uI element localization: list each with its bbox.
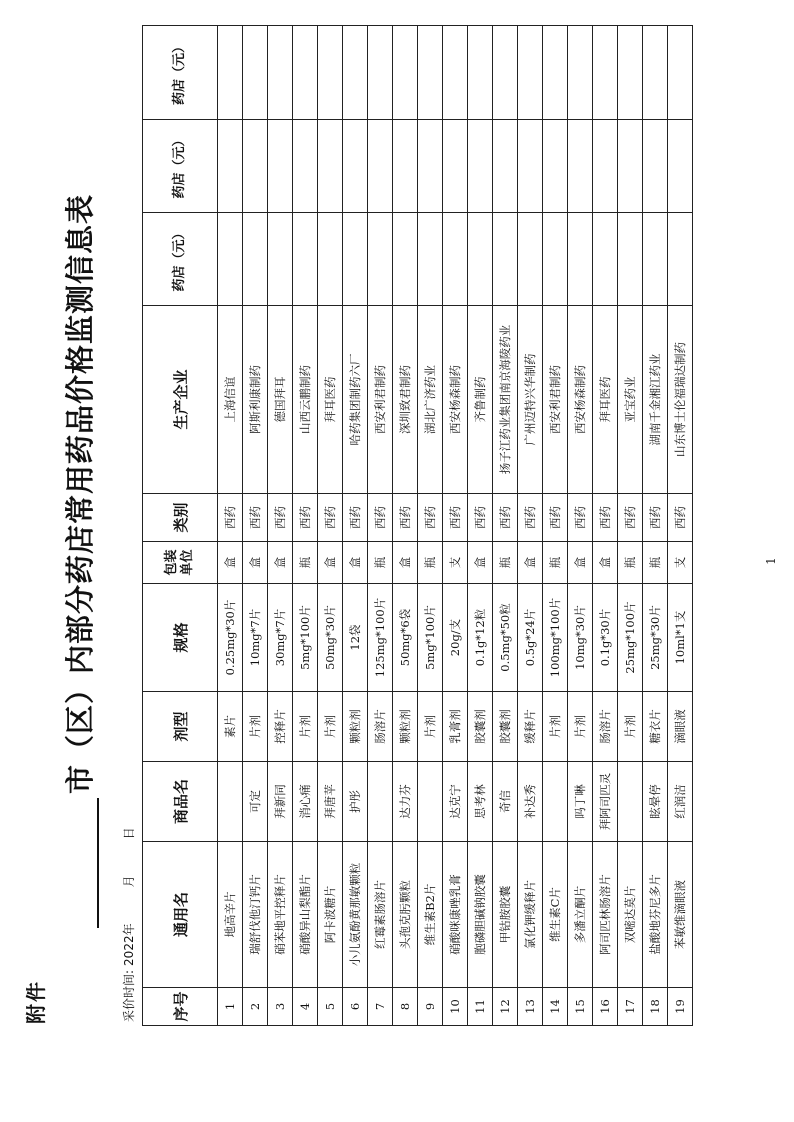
cell-dosage-form: 胶囊剂 <box>493 692 518 762</box>
cell-store-price <box>493 213 518 306</box>
cell-store-price <box>468 213 493 306</box>
cell-store-price <box>618 26 643 120</box>
cell-index: 6 <box>343 988 368 1026</box>
cell-store-price <box>418 26 443 120</box>
cell-store-price <box>343 26 368 120</box>
collect-time-label: 采价时间: <box>122 969 136 1022</box>
header-store-price-2: 药店（元） <box>143 120 218 213</box>
cell-package-unit: 瓶 <box>293 542 318 584</box>
cell-store-price <box>293 120 318 213</box>
cell-store-price <box>618 120 643 213</box>
cell-package-unit: 盒 <box>393 542 418 584</box>
cell-store-price <box>243 26 268 120</box>
cell-brand-name: 思考林 <box>468 762 493 842</box>
cell-store-price <box>668 26 693 120</box>
cell-store-price <box>368 26 393 120</box>
cell-store-price <box>218 120 243 213</box>
cell-store-price <box>443 213 468 306</box>
cell-generic-name: 甲钴胺胶囊 <box>493 842 518 988</box>
cell-manufacturer: 山西云鹏制药 <box>293 306 318 494</box>
cell-dosage-form: 片剂 <box>543 692 568 762</box>
cell-package-unit: 瓶 <box>493 542 518 584</box>
cell-spec: 10mg*7片 <box>243 584 268 692</box>
cell-store-price <box>493 120 518 213</box>
cell-store-price <box>568 26 593 120</box>
cell-package-unit: 盒 <box>568 542 593 584</box>
cell-store-price <box>318 120 343 213</box>
cell-manufacturer: 湖南千金湘江药业 <box>643 306 668 494</box>
cell-category: 西药 <box>318 494 343 542</box>
cell-spec: 0.1g*30片 <box>593 584 618 692</box>
cell-category: 西药 <box>518 494 543 542</box>
cell-brand-name: 红润洁 <box>668 762 693 842</box>
cell-spec: 0.25mg*30片 <box>218 584 243 692</box>
cell-store-price <box>618 213 643 306</box>
collect-time-month: 月 <box>122 875 136 888</box>
cell-category: 西药 <box>668 494 693 542</box>
cell-generic-name: 双嘧达莫片 <box>618 842 643 988</box>
cell-store-price <box>543 120 568 213</box>
cell-store-price <box>393 120 418 213</box>
cell-manufacturer: 山东博士伦福瑞达制药 <box>668 306 693 494</box>
cell-spec: 5mg*100片 <box>418 584 443 692</box>
cell-store-price <box>543 26 568 120</box>
cell-dosage-form: 片剂 <box>243 692 268 762</box>
cell-store-price <box>593 213 618 306</box>
cell-index: 7 <box>368 988 393 1026</box>
cell-index: 15 <box>568 988 593 1026</box>
cell-generic-name: 胞磷胆碱钠胶囊 <box>468 842 493 988</box>
cell-manufacturer: 拜耳医药 <box>593 306 618 494</box>
cell-brand-name <box>418 762 443 842</box>
cell-brand-name: 可定 <box>243 762 268 842</box>
cell-index: 14 <box>543 988 568 1026</box>
cell-generic-name: 硝酸咪康唑乳膏 <box>443 842 468 988</box>
cell-store-price <box>268 120 293 213</box>
cell-spec: 25mg*30片 <box>643 584 668 692</box>
cell-brand-name: 眩晕停 <box>643 762 668 842</box>
city-blank-line <box>69 798 99 928</box>
cell-dosage-form: 肠溶片 <box>593 692 618 762</box>
cell-generic-name: 硝酸异山梨酯片 <box>293 842 318 988</box>
price-table <box>142 25 693 1026</box>
cell-dosage-form: 片剂 <box>618 692 643 762</box>
cell-store-price <box>518 213 543 306</box>
cell-generic-name: 硝苯地平控释片 <box>268 842 293 988</box>
cell-generic-name: 红霉素肠溶片 <box>368 842 393 988</box>
cell-category: 西药 <box>218 494 243 542</box>
cell-store-price <box>518 26 543 120</box>
cell-category: 西药 <box>593 494 618 542</box>
page-number: 1 <box>764 557 778 565</box>
table-row <box>568 26 593 1026</box>
cell-package-unit: 瓶 <box>618 542 643 584</box>
cell-spec: 0.1g*12粒 <box>468 584 493 692</box>
cell-index: 16 <box>593 988 618 1026</box>
cell-category: 西药 <box>618 494 643 542</box>
cell-store-price <box>543 213 568 306</box>
table-row <box>468 26 493 1026</box>
cell-package-unit: 盒 <box>343 542 368 584</box>
cell-category: 西药 <box>418 494 443 542</box>
header-category: 类别 <box>143 494 218 542</box>
cell-generic-name: 多潘立酮片 <box>568 842 593 988</box>
cell-store-price <box>643 213 668 306</box>
cell-index: 8 <box>393 988 418 1026</box>
cell-store-price <box>218 213 243 306</box>
cell-store-price <box>568 213 593 306</box>
cell-brand-name: 达力芬 <box>393 762 418 842</box>
cell-store-price <box>418 213 443 306</box>
cell-store-price <box>393 213 418 306</box>
table-row <box>543 26 568 1026</box>
cell-manufacturer: 西安杨森制药 <box>568 306 593 494</box>
cell-manufacturer: 亚宝药业 <box>618 306 643 494</box>
cell-spec: 100mg*100片 <box>543 584 568 692</box>
header-dosage-form: 剂型 <box>143 692 218 762</box>
header-generic-name: 通用名 <box>143 842 218 988</box>
cell-package-unit: 瓶 <box>643 542 668 584</box>
cell-package-unit: 支 <box>668 542 693 584</box>
cell-category: 西药 <box>368 494 393 542</box>
cell-index: 13 <box>518 988 543 1026</box>
header-index: 序号 <box>143 988 218 1026</box>
cell-category: 西药 <box>268 494 293 542</box>
table-row <box>643 26 668 1026</box>
cell-store-price <box>343 213 368 306</box>
header-brand-name: 商品名 <box>143 762 218 842</box>
cell-package-unit: 瓶 <box>368 542 393 584</box>
cell-store-price <box>343 120 368 213</box>
cell-spec: 12袋 <box>343 584 368 692</box>
table-header-row <box>143 26 218 1026</box>
cell-spec: 125mg*100片 <box>368 584 393 692</box>
cell-dosage-form: 控释片 <box>268 692 293 762</box>
cell-index: 2 <box>243 988 268 1026</box>
cell-brand-name <box>218 762 243 842</box>
cell-category: 西药 <box>443 494 468 542</box>
cell-store-price <box>493 26 518 120</box>
cell-generic-name: 维生素C片 <box>543 842 568 988</box>
table-row <box>668 26 693 1026</box>
table-row <box>518 26 543 1026</box>
cell-package-unit: 盒 <box>468 542 493 584</box>
cell-index: 17 <box>618 988 643 1026</box>
table-row <box>443 26 468 1026</box>
cell-store-price <box>318 26 343 120</box>
table-row <box>343 26 368 1026</box>
cell-generic-name: 维生素B2片 <box>418 842 443 988</box>
cell-dosage-form: 颗粒剂 <box>393 692 418 762</box>
header-store-price-1: 药店（元） <box>143 213 218 306</box>
cell-brand-name: 吗丁啉 <box>568 762 593 842</box>
table-row <box>618 26 643 1026</box>
cell-dosage-form: 颗粒剂 <box>343 692 368 762</box>
cell-brand-name: 拜唐苹 <box>318 762 343 842</box>
cell-brand-name: 拜阿司匹灵 <box>593 762 618 842</box>
collect-time <box>120 823 137 1022</box>
cell-generic-name: 氯化钾缓释片 <box>518 842 543 988</box>
cell-store-price <box>293 26 318 120</box>
cell-store-price <box>468 26 493 120</box>
collect-time-day: 日 <box>122 827 136 840</box>
cell-store-price <box>643 120 668 213</box>
cell-category: 西药 <box>293 494 318 542</box>
cell-generic-name: 头孢克肟颗粒 <box>393 842 418 988</box>
cell-spec: 50mg*30片 <box>318 584 343 692</box>
cell-package-unit: 盒 <box>243 542 268 584</box>
cell-manufacturer: 上海信谊 <box>218 306 243 494</box>
cell-dosage-form: 糖衣片 <box>643 692 668 762</box>
cell-manufacturer: 广州迈特兴华制药 <box>518 306 543 494</box>
cell-index: 9 <box>418 988 443 1026</box>
header-manufacturer: 生产企业 <box>143 306 218 494</box>
cell-spec: 30mg*7片 <box>268 584 293 692</box>
cell-package-unit: 支 <box>443 542 468 584</box>
cell-category: 西药 <box>493 494 518 542</box>
cell-generic-name: 阿司匹林肠溶片 <box>593 842 618 988</box>
cell-store-price <box>668 213 693 306</box>
cell-package-unit: 瓶 <box>418 542 443 584</box>
table-row <box>493 26 518 1026</box>
cell-dosage-form: 片剂 <box>293 692 318 762</box>
cell-index: 11 <box>468 988 493 1026</box>
cell-store-price <box>443 26 468 120</box>
cell-category: 西药 <box>643 494 668 542</box>
table-row <box>318 26 343 1026</box>
cell-brand-name: 拜新同 <box>268 762 293 842</box>
cell-store-price <box>318 213 343 306</box>
cell-store-price <box>243 213 268 306</box>
cell-manufacturer: 西安利君制药 <box>543 306 568 494</box>
cell-brand-name: 护彤 <box>343 762 368 842</box>
cell-brand-name <box>618 762 643 842</box>
cell-store-price <box>243 120 268 213</box>
table-row <box>368 26 393 1026</box>
cell-spec: 20g/支 <box>443 584 468 692</box>
table-row <box>393 26 418 1026</box>
cell-manufacturer: 深圳致君制药 <box>393 306 418 494</box>
cell-manufacturer: 哈药集团制药六厂 <box>343 306 368 494</box>
cell-store-price <box>593 26 618 120</box>
cell-generic-name: 盐酸地芬尼多片 <box>643 842 668 988</box>
cell-package-unit: 盒 <box>318 542 343 584</box>
cell-category: 西药 <box>543 494 568 542</box>
table-row <box>243 26 268 1026</box>
cell-package-unit: 盒 <box>518 542 543 584</box>
cell-package-unit: 盒 <box>593 542 618 584</box>
cell-brand-name: 补达秀 <box>518 762 543 842</box>
cell-dosage-form: 乳膏剂 <box>443 692 468 762</box>
cell-store-price <box>593 120 618 213</box>
cell-manufacturer: 西安利君制药 <box>368 306 393 494</box>
cell-dosage-form: 滴眼液 <box>668 692 693 762</box>
cell-index: 5 <box>318 988 343 1026</box>
cell-spec: 0.5g*24片 <box>518 584 543 692</box>
cell-generic-name: 瑞舒伐他汀钙片 <box>243 842 268 988</box>
table-row <box>268 26 293 1026</box>
cell-brand-name: 达克宁 <box>443 762 468 842</box>
cell-manufacturer: 拜耳医药 <box>318 306 343 494</box>
header-package-unit: 包装单位 <box>143 542 218 584</box>
cell-store-price <box>418 120 443 213</box>
cell-manufacturer: 扬子江药业集团南京海陵药业 <box>493 306 518 494</box>
table-row <box>593 26 618 1026</box>
cell-generic-name: 阿卡波糖片 <box>318 842 343 988</box>
cell-brand-name <box>368 762 393 842</box>
table-row <box>293 26 318 1026</box>
cell-store-price <box>518 120 543 213</box>
cell-dosage-form: 缓释片 <box>518 692 543 762</box>
table-row <box>418 26 443 1026</box>
cell-category: 西药 <box>568 494 593 542</box>
cell-index: 3 <box>268 988 293 1026</box>
cell-index: 1 <box>218 988 243 1026</box>
cell-spec: 25mg*100片 <box>618 584 643 692</box>
cell-brand-name: 奇信 <box>493 762 518 842</box>
cell-manufacturer: 德国拜耳 <box>268 306 293 494</box>
cell-spec: 10mg*30片 <box>568 584 593 692</box>
cell-store-price <box>268 26 293 120</box>
cell-dosage-form: 肠溶片 <box>368 692 393 762</box>
header-spec: 规格 <box>143 584 218 692</box>
cell-generic-name: 小儿氨酚黄那敏颗粒 <box>343 842 368 988</box>
cell-category: 西药 <box>393 494 418 542</box>
cell-index: 12 <box>493 988 518 1026</box>
cell-index: 4 <box>293 988 318 1026</box>
cell-manufacturer: 阿斯利康制药 <box>243 306 268 494</box>
cell-store-price <box>218 26 243 120</box>
cell-category: 西药 <box>343 494 368 542</box>
cell-generic-name: 苯敏维滴眼液 <box>668 842 693 988</box>
cell-manufacturer: 齐鲁制药 <box>468 306 493 494</box>
cell-spec: 5mg*100片 <box>293 584 318 692</box>
cell-category: 西药 <box>243 494 268 542</box>
cell-spec: 0.5mg*50粒 <box>493 584 518 692</box>
collect-time-year: 2022年 <box>122 923 136 966</box>
cell-manufacturer: 湖北广济药业 <box>418 306 443 494</box>
cell-store-price <box>368 213 393 306</box>
cell-store-price <box>268 213 293 306</box>
cell-package-unit: 瓶 <box>543 542 568 584</box>
table-row <box>218 26 243 1026</box>
cell-dosage-form: 片剂 <box>418 692 443 762</box>
cell-dosage-form: 胶囊剂 <box>468 692 493 762</box>
cell-package-unit: 盒 <box>218 542 243 584</box>
cell-store-price <box>368 120 393 213</box>
cell-spec: 10ml*1支 <box>668 584 693 692</box>
cell-spec: 50mg*6袋 <box>393 584 418 692</box>
cell-store-price <box>668 120 693 213</box>
cell-store-price <box>443 120 468 213</box>
cell-store-price <box>293 213 318 306</box>
cell-store-price <box>568 120 593 213</box>
cell-store-price <box>643 26 668 120</box>
attachment-label: 附件 <box>24 980 48 1024</box>
cell-brand-name: 消心痛 <box>293 762 318 842</box>
cell-index: 10 <box>443 988 468 1026</box>
cell-store-price <box>468 120 493 213</box>
cell-index: 19 <box>668 988 693 1026</box>
cell-generic-name: 地高辛片 <box>218 842 243 988</box>
cell-category: 西药 <box>468 494 493 542</box>
cell-dosage-form: 素片 <box>218 692 243 762</box>
cell-dosage-form: 片剂 <box>568 692 593 762</box>
document-title <box>58 0 99 1122</box>
cell-brand-name <box>543 762 568 842</box>
cell-manufacturer: 西安杨森制药 <box>443 306 468 494</box>
header-store-price-3: 药店（元） <box>143 26 218 120</box>
cell-package-unit: 盒 <box>268 542 293 584</box>
cell-index: 18 <box>643 988 668 1026</box>
cell-store-price <box>393 26 418 120</box>
title-text: 市（区）内部分药店常用药品价格监测信息表 <box>63 194 97 795</box>
cell-dosage-form: 片剂 <box>318 692 343 762</box>
